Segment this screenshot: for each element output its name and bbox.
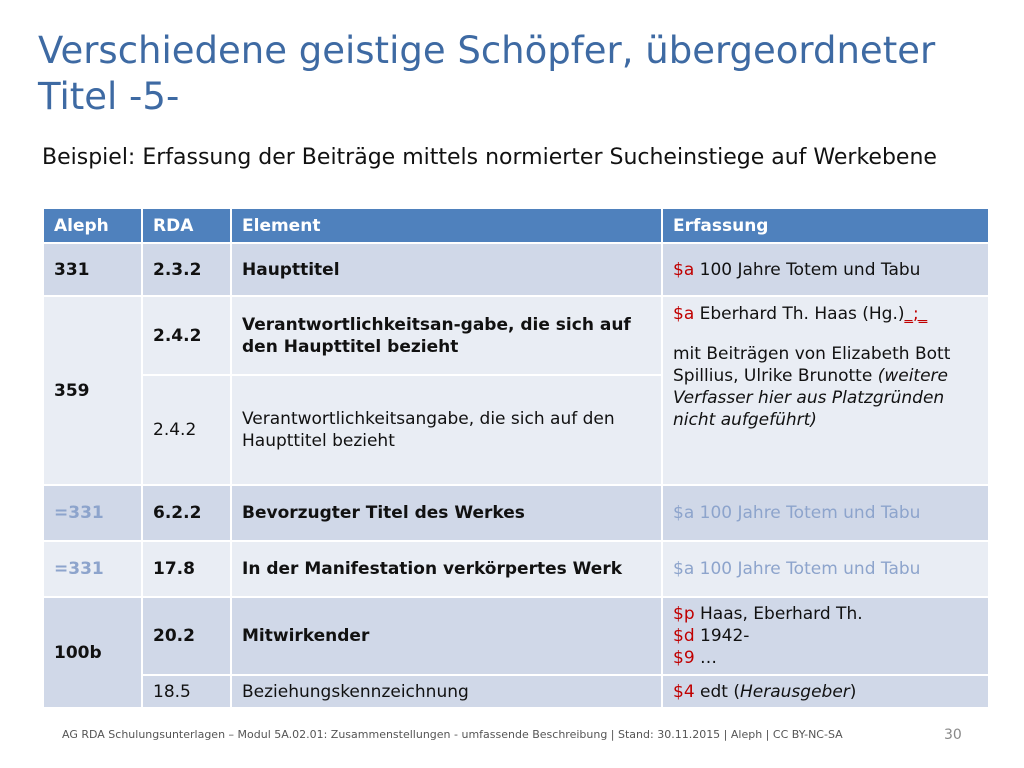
subfield-line [673, 603, 978, 625]
rda-cell: 17.8 [142, 541, 231, 597]
subfield-code: $d [673, 626, 695, 646]
table-row [43, 597, 989, 675]
subfield-value: 100 Jahre Totem und Tabu [694, 259, 921, 280]
rda-cell: 18.5 [142, 675, 231, 708]
rda-cell: 2.4.2 [142, 375, 231, 485]
erfassung-cell [662, 597, 989, 675]
aleph-cell: =331 [43, 541, 142, 597]
header-element: Element [231, 208, 662, 243]
header-erfassung: Erfassung [662, 208, 989, 243]
subfield-value-end: ) [849, 681, 857, 702]
rda-cell: 6.2.2 [142, 485, 231, 541]
element-cell: Mitwirkender [231, 597, 662, 675]
erfassung-cell [662, 243, 989, 296]
rda-cell: 2.4.2 [142, 296, 231, 375]
subfield-value: Haas, Eberhard Th. [694, 604, 863, 624]
table-header-row [43, 208, 989, 243]
rda-cell: 20.2 [142, 597, 231, 675]
element-cell: Verantwortlichkeitsan-gabe, die sich auf den Haupttitel bezieht [231, 296, 662, 375]
table-row [43, 243, 989, 296]
header-rda: RDA [142, 208, 231, 243]
subfield-code: $4 [673, 681, 695, 702]
subfield-line [673, 647, 978, 669]
page-number: 30 [944, 727, 962, 743]
erfassung-cell: $a 100 Jahre Totem und Tabu [662, 485, 989, 541]
subfield-code: $a [673, 259, 695, 280]
statement-line [673, 303, 978, 325]
subfield-code: $a [673, 304, 695, 324]
element-cell: Haupttitel [231, 243, 662, 296]
subfield-code: $9 [673, 648, 695, 668]
subfield-value: edt ( [694, 681, 740, 702]
note-text: (weitere Verfasser hier aus Platzgründen nicht aufgeführt) [673, 366, 948, 430]
table-row [43, 296, 989, 375]
element-cell: Bevorzugter Titel des Werkes [231, 485, 662, 541]
footer-text: AG RDA Schulungsunterlagen – Modul 5A.02.01: Zusammenstellungen - umfassende Beschreibung | Stand: 30.11.2015 | Aleph | CC BY-NC-SA [62, 728, 843, 741]
page-title: Verschiedene geistige Schöpfer, übergeordneter Titel -5- [38, 29, 936, 118]
rda-cell: 2.3.2 [142, 243, 231, 296]
element-cell: In der Manifestation verkörpertes Werk [231, 541, 662, 597]
erfassung-cell [662, 675, 989, 708]
subfield-code: $p [673, 604, 695, 624]
aleph-cell: 359 [43, 296, 142, 485]
table-row [43, 485, 989, 541]
erfassung-cell [662, 296, 989, 485]
header-aleph: Aleph [43, 208, 142, 243]
aleph-cell: 100b [43, 597, 142, 708]
erfassung-cell: $a 100 Jahre Totem und Tabu [662, 541, 989, 597]
aleph-cell: =331 [43, 485, 142, 541]
separator: _;_ [904, 304, 928, 324]
table-row [43, 541, 989, 597]
element-cell: Beziehungskennzeichnung [231, 675, 662, 708]
subfield-line [673, 625, 978, 647]
subfield-value: 1942- [694, 626, 750, 646]
subfield-value: Eberhard Th. Haas (Hg.) [694, 304, 905, 324]
contributors-line [673, 343, 978, 431]
rda-table [42, 207, 990, 709]
table-row [43, 675, 989, 708]
contributors-text: mit Beiträgen von Elizabeth Bott Spillius, Ulrike Brunotte [673, 344, 951, 386]
element-cell: Verantwortlichkeitsangabe, die sich auf den Haupttitel bezieht [231, 375, 662, 485]
subtitle: Beispiel: Erfassung der Beiträge mittels normierter Sucheinstiege auf Werkebene [42, 145, 937, 170]
aleph-cell: 331 [43, 243, 142, 296]
relator-term: Herausgeber [740, 681, 850, 702]
subfield-value: … [694, 648, 718, 668]
